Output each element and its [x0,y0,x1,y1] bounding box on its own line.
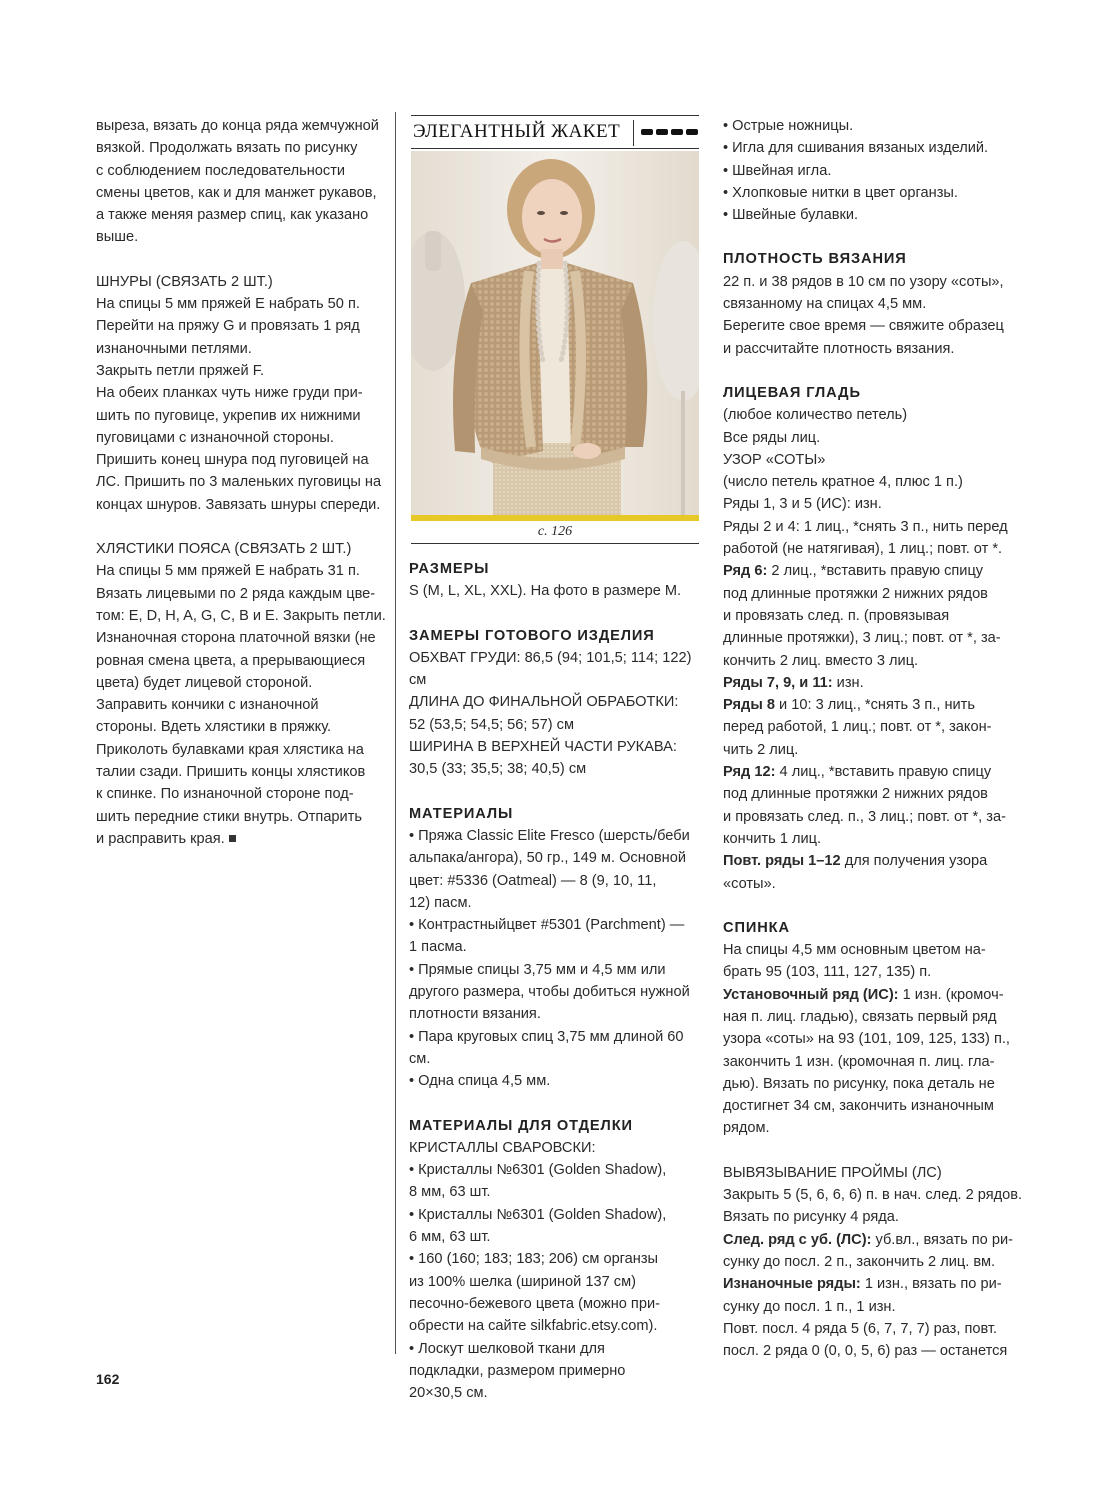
belt-paragraph: На спицы 5 мм пряжей Е набрать 31 п. Вязать лицевыми по 2 ряда каждым цве- том: E, D, H, A, G, C, B и E. Закрыть петли. Изнаночная сторона платочной вязки (не ровная смена цвета, а прерывающиеся цвета) будет лицевой стороной. Заправить кончики с изнаночной стороны. Вдеть хлястики в пряжку. Приколоть булавками края хлястика на талии сзади. Пришить концы хлястиков к спинке. По изнаночной стороне под- шить передние стики внутрь. Отпарить и расправить края. [96,563,386,847]
materials-list: • Пряжа Classic Elite Fresco (шерсть/беби альпака/ангора), 50 гр., 149 м. Основной цвет: #5336 (Oatmeal) — 8 (9, 10, 11, 12) пасм. • Контрастныйцвет #5301 (Parchment) — 1 пасма. • Прямые спицы 3,75 мм и 4,5 мм или другого размера, чтобы добиться нужной плотности вязания. • Пара круговых спиц 3,75 мм длиной 60 см. • Одна спица 4,5 мм. [409,827,690,1090]
back-heading: СПИНКА [723,919,790,936]
photo-caption: с. 126 [411,521,699,544]
measurements-heading: ЗАМЕРЫ ГОТОВОГО ИЗДЕЛИЯ [409,627,655,644]
finishing-materials-heading: МАТЕРИАЛЫ ДЛЯ ОТДЕЛКИ [409,1117,633,1134]
column-left [96,115,388,850]
column-middle [409,115,701,1404]
sizes-heading: РАЗМЕРЫ [409,561,490,577]
gauge-paragraph: 22 п. и 38 рядов в 10 см по узору «соты», связанному на спицах 4,5 мм. Берегите свое время — свяжите образец и рассчитайте плотность вязания. [723,273,1004,357]
column-right [723,115,1023,1362]
cords-heading: ШНУРЫ (СВЯЗАТЬ 2 ШТ.) [96,273,273,290]
sizes-text: S (M, L, XL, XXL). На фото в размере M. [409,583,682,600]
armhole-heading: ВЫВЯЗЫВАНИЕ ПРОЙМЫ (ЛС) [723,1164,942,1181]
page-number: 162 [96,1371,120,1387]
measurements-list: ОБХВАТ ГРУДИ: 86,5 (94; 101,5; 114; 122) см ДЛИНА ДО ФИНАЛЬНОЙ ОБРАБОТКИ: 52 (53,5; 54,5; 56; 57) см ШИРИНА В ВЕРХНЕЙ ЧАСТИ РУКАВА: 30,5 (33; 35,5; 38; 40,5) см [409,649,692,778]
difficulty-icon [641,129,698,135]
model-photo [411,151,699,515]
stockinette-heading: ЛИЦЕВАЯ ГЛАДЬ [723,384,861,401]
stitch-pattern: (любое количество петель) Все ряды лиц. УЗОР «СОТЫ» (число петель кратное 4, плюс 1 п.) Ряды 1, 3 и 5 (ИС): изн. Ряды 2 и 4: 1 лиц., *снять 3 п., нить перед работой (не натягивая), 1 лиц.; повт. от *. Ряд 6: 2 лиц., *вставить правую спицу под длинные протяжки 2 нижних рядов и провязать след. п. (провязывая длинные протяжки), 3 лиц.; повт. от *, за- кончить 2 лиц. вместо 3 лиц. Ряды 7, 9, и 11: изн. Ряды 8 и 10: 3 лиц., *снять 3 п., нить перед работой, 1 лиц.; повт. от *, закон- чить 2 лиц. Ряд 12: 4 лиц., *вставить правую спицу под длинные протяжки 2 нижних рядов и провязать след. п., 3 лиц.; повт. от *, за- кончить 1 лиц. Повт. ряды 1–12 для получения узора «соты». [723,407,1008,892]
armhole-instructions: Закрыть 5 (5, 6, 6, 6) п. в нач. след. 2 рядов. Вязать по рисунку 4 ряда. След. ряд с уб. (ЛС): уб.вл., вязать по ри- сунку до посл. 2 п., закончить 2 лиц. вм. Изнаночные ряды: 1 изн., вязать по ри- сунку до посл. 1 п., 1 изн. Повт. посл. 4 ряда 5 (6, 7, 7, 7) раз, повт. посл. 2 ряда 0 (0, 0, 5, 6) раз — останется [723,1187,1023,1360]
gauge-heading: ПЛОТНОСТЬ ВЯЗАНИЯ [723,251,907,268]
end-mark-icon [229,835,236,842]
intro-paragraph: выреза, вязать до конца ряда жемчужной вязкой. Продолжать вязать по рисунку с соблюдением последовательности смены цветов, как и для манжет рукавов, а также меняя размер спиц, как указано выше. [96,118,379,246]
column-divider [395,112,396,1354]
materials-heading: МАТЕРИАЛЫ [409,805,514,822]
back-instructions: На спицы 4,5 мм основным цветом на- брать 95 (103, 111, 127, 135) п. Установочный ряд (ИС): 1 изн. (кромоч- ная п. лиц. гладью), связать первый ряд узора «соты» на 93 (101, 109, 125, 133) п., закончить 1 изн. (кромочная п. лиц. гла- дью). Вязать по рисунку, пока деталь не достигнет 34 см, закончить изнаночным рядом. [723,942,1010,1137]
article-title-bar [411,115,699,149]
article-title: ЭЛЕГАНТНЫЙ ЖАКЕТ [413,120,621,142]
tools-list: • Острые ножницы. • Игла для сшивания вязаных изделий. • Швейная игла. • Хлопковые нитки в цвет органзы. • Швейные булавки. [723,118,989,224]
cords-paragraph: На спицы 5 мм пряжей Е набрать 50 п. Перейти на пряжу G и провязать 1 ряд изнаночными петлями. Закрыть петли пряжей F. На обеих планках чуть ниже груди при- шить по пуговице, укрепив их нижними пуговицами с изнаночной стороны. Пришить конец шнура под пуговицей на ЛС. Пришить по 3 маленьких пуговицы на концах шнуров. Завязать шнуры спереди. [96,296,382,513]
finishing-materials-list: КРИСТАЛЛЫ СВАРОВСКИ: • Кристаллы №6301 (Golden Shadow), 8 мм, 63 шт. • Кристаллы №6301 (Golden Shadow), 6 мм, 63 шт. • 160 (160; 183; 183; 206) см органзы из 100% шелка (шириной 137 см) песочно-бежевого цвета (можно при- обрести на сайте silkfabric.etsy.com). • Лоскут шелковой ткани для подкладки, размером примерно 20×30,5 см. [409,1139,667,1402]
belt-heading: ХЛЯСТИКИ ПОЯСА (СВЯЗАТЬ 2 ШТ.) [96,541,352,558]
